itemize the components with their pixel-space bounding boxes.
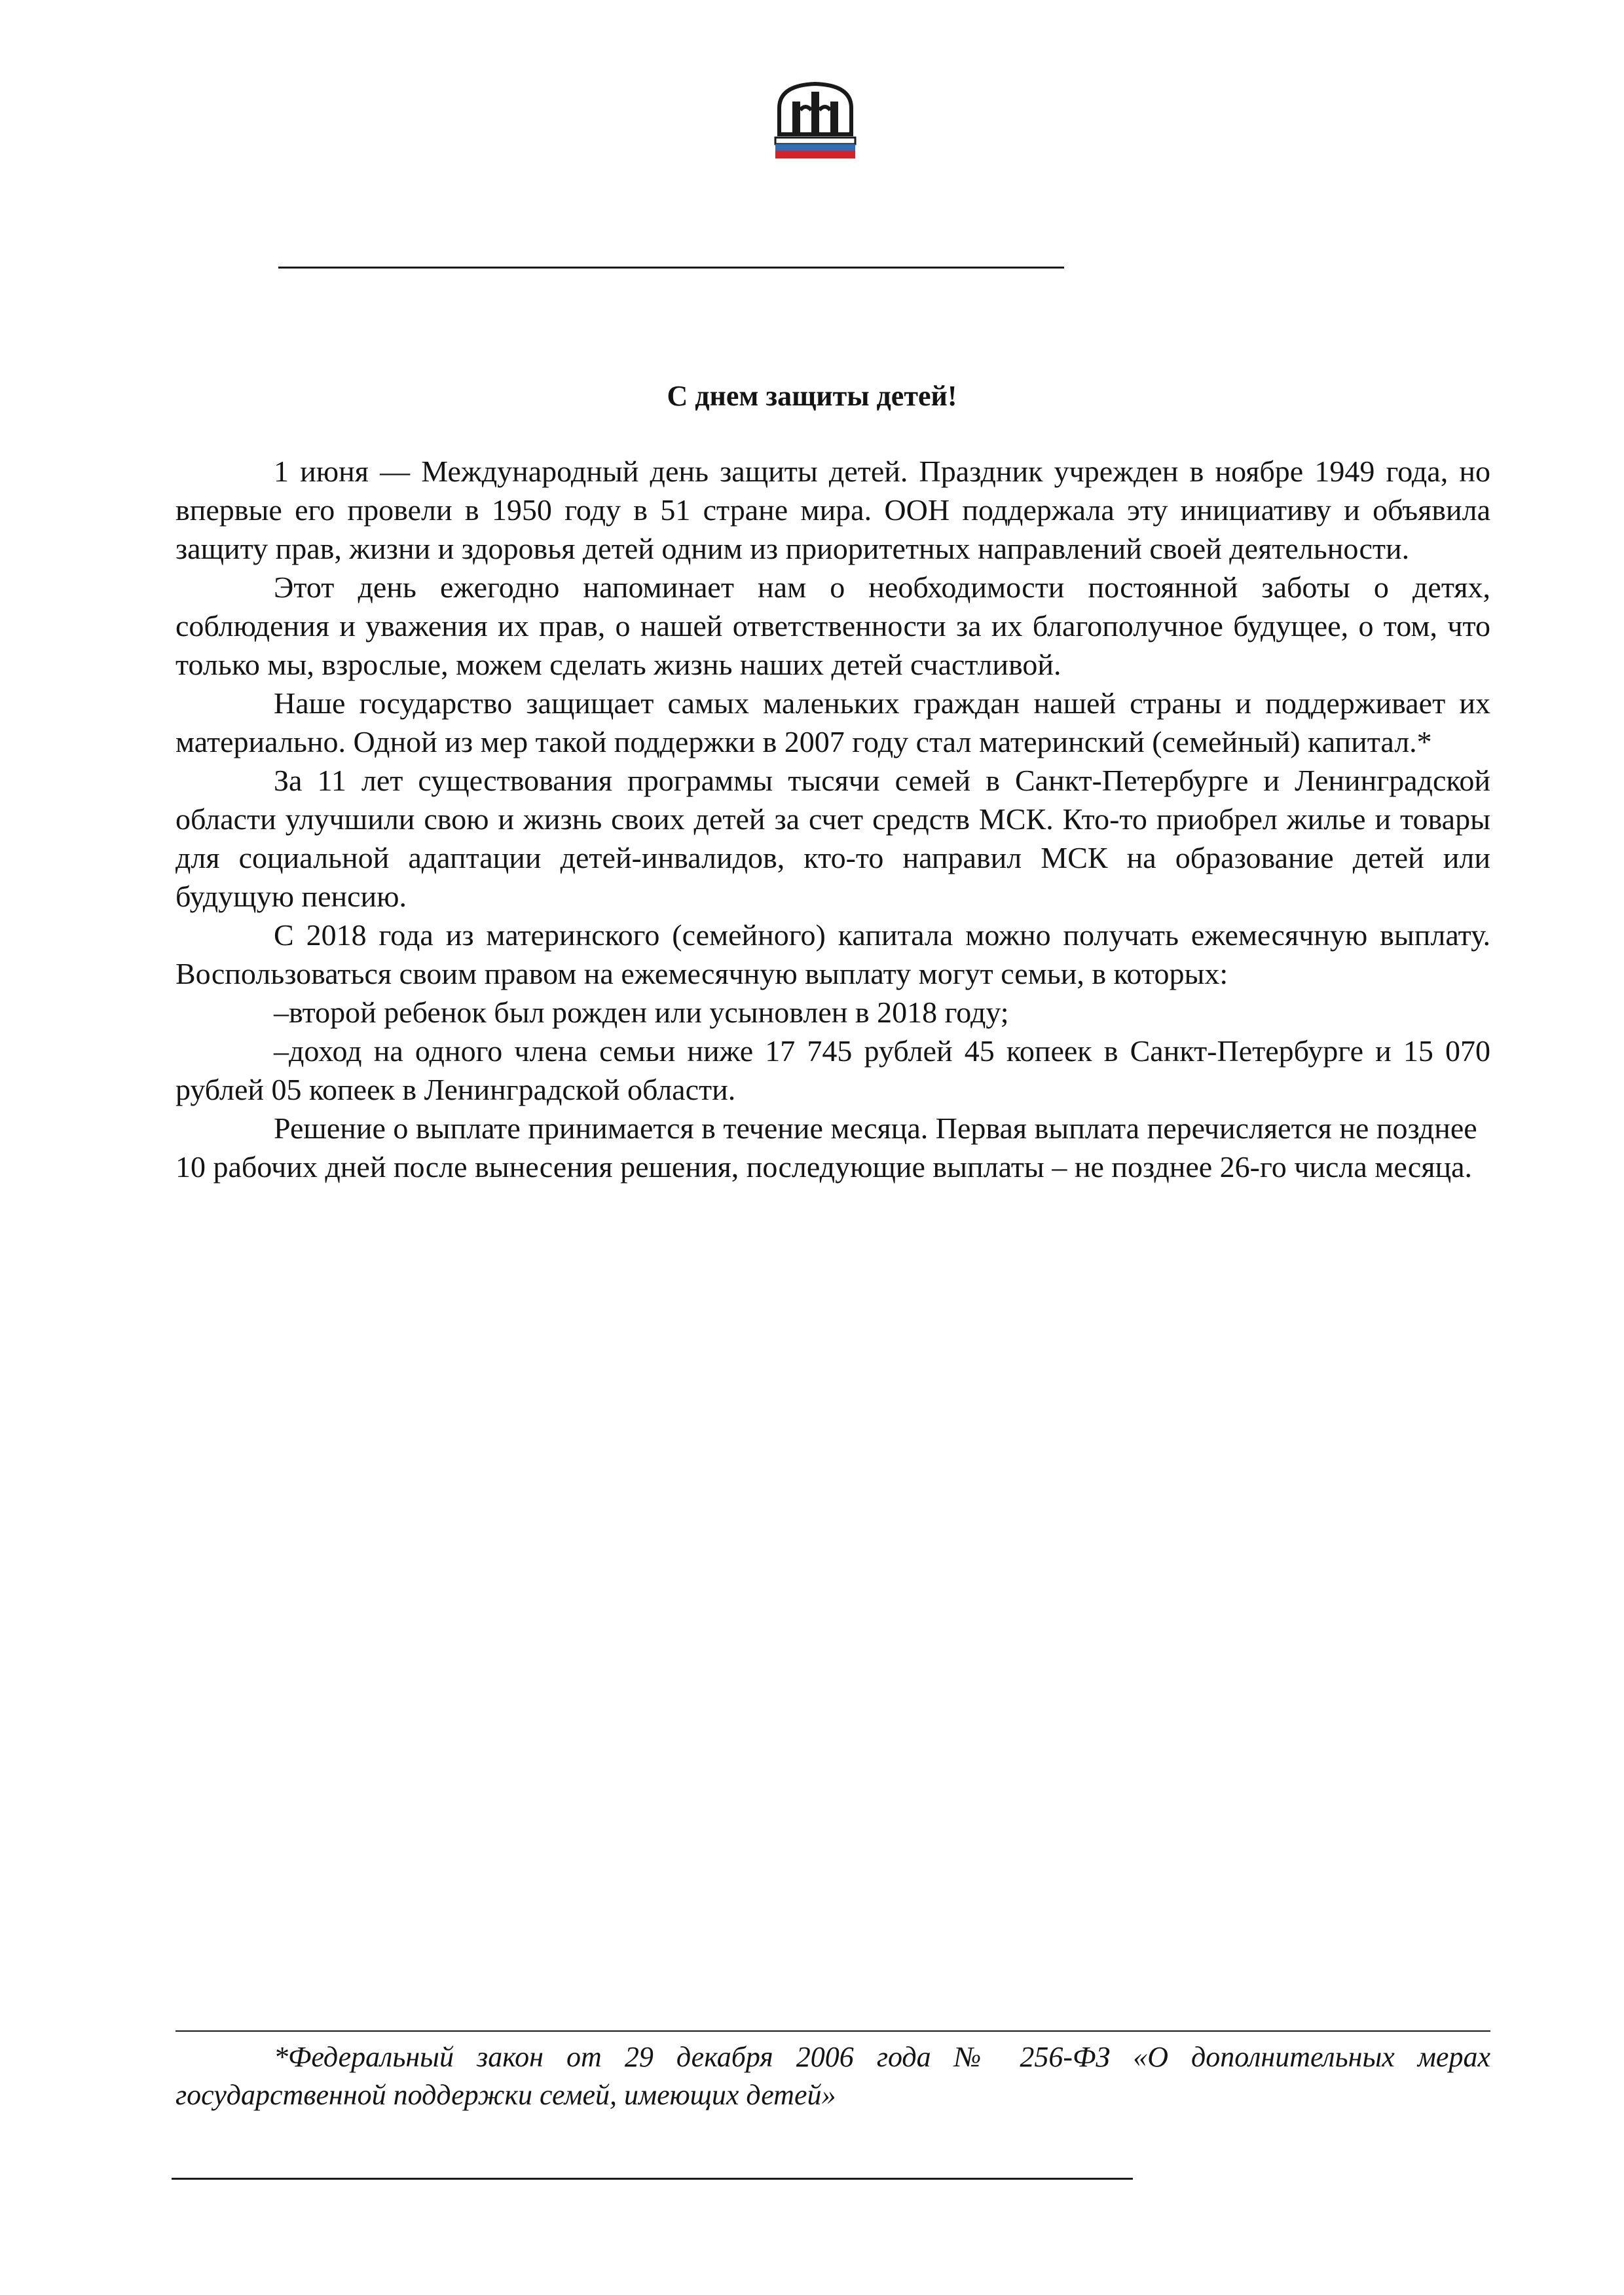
paragraph: С 2018 года из материнского (семейного) капитала можно получать ежемесячную выплату. Воспользоваться своим правом на ежемесячную выплату могут семьи, в которых: xyxy=(175,918,1490,990)
list-item: –доход на одного члена семьи ниже 17 745 рублей 45 копеек в Санкт-Петербурге и 15 070 рублей 05 копеек в Ленинградской области. xyxy=(175,1034,1490,1106)
paragraph: Наше государство защищает самых маленьких граждан нашей страны и поддерживает их материально. Одной из мер такой поддержки в 2007 году стал материнский (семейный) капитал.* xyxy=(175,686,1490,758)
paragraph: За 11 лет существования программы тысячи семей в Санкт-Петербурге и Ленинградской области улучшили свою и жизнь своих детей за счет средств МСК. Кто-то приобрел жилье и товары для социальной адаптации детей-инвалидов, кто-то направил МСК на образование детей или будущую пенсию. xyxy=(175,764,1490,913)
document-body xyxy=(175,452,1490,1186)
footnote-divider xyxy=(175,2030,1490,2032)
paragraph: Решение о выплате принимается в течение месяца. Первая выплата перечисляется не позднее 10 рабочих дней после вынесения решения, последующие выплаты – не позднее 26-го числа месяца. xyxy=(175,1111,1477,1184)
header-divider xyxy=(278,267,1064,269)
pfr-logo-icon xyxy=(766,72,864,170)
list-item: –второй ребенок был рожден или усыновлен в 2018 году; xyxy=(274,996,1009,1029)
document-title: С днем защиты детей! xyxy=(667,380,957,412)
paragraph: 1 июня — Международный день защиты детей. Праздник учрежден в ноябре 1949 года, но впервые его провели в 1950 году в 51 стране мира. ООН поддержала эту инициативу и объявила защиту прав, жизни и здоровья детей одним из приоритетных направлений своей деятельности. xyxy=(175,455,1490,565)
footnote: *Федеральный закон от 29 декабря 2006 года № 256-ФЗ «О дополнительных мерах государственной поддержки семей, имеющих детей» xyxy=(175,2041,1490,2111)
bottom-divider xyxy=(172,2178,1133,2180)
paragraph: Этот день ежегодно напоминает нам о необходимости постоянной заботы о детях, соблюдения и уважения их прав, о нашей ответственности за их благополучное будущее, о том, что только мы, взрослые, можем сделать жизнь наших детей счастливой. xyxy=(175,570,1490,681)
